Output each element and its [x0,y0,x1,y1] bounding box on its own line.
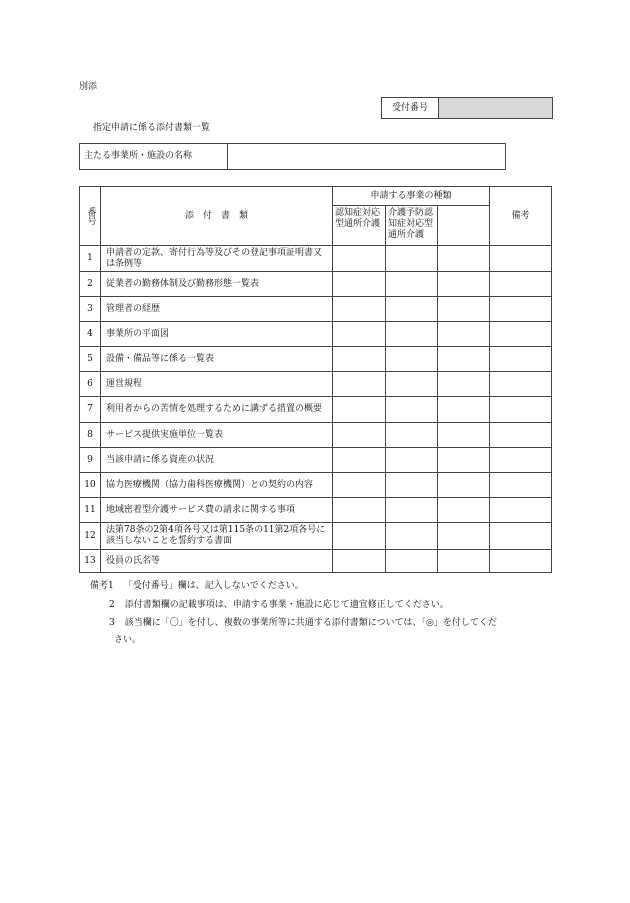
receipt-number-label: 受付番号 [382,98,439,118]
row-service-2-cell[interactable] [386,523,438,550]
row-number: 5 [80,347,101,372]
row-service-2-cell[interactable] [386,423,438,448]
row-number: 1 [80,246,101,272]
col-remarks-header: 備考 [490,187,552,246]
row-service-1-cell[interactable] [333,423,386,448]
table-row [80,246,552,272]
row-service-2-cell[interactable] [386,473,438,498]
row-service-3-cell[interactable] [438,473,490,498]
table-row [80,423,552,448]
row-remarks-cell[interactable] [490,322,552,347]
row-document: 設備・備品等に係る一覧表 [101,347,333,372]
row-service-1-cell[interactable] [333,372,386,397]
note-2 [109,599,449,611]
row-service-1-cell[interactable] [333,550,386,573]
table-row [80,297,552,322]
row-number: 10 [80,473,101,498]
table-row [80,473,552,498]
table-row [80,523,552,550]
note-3-continuation: さい。 [114,635,142,645]
row-number: 2 [80,272,101,297]
row-service-2-cell[interactable] [386,272,438,297]
row-service-3-cell[interactable] [438,498,490,523]
col-service-2-header: 介護予防認知症対応型通所介護 [386,206,438,246]
table-row [80,448,552,473]
row-document: 管理者の経歴 [101,297,333,322]
row-service-3-cell[interactable] [438,372,490,397]
row-service-2-cell[interactable] [386,372,438,397]
note-3-text-line1: 該当欄に「〇」を付し、複数の事業所等に共通する添付書類については、「◎」を付してくだ [124,618,497,628]
table-header-row [80,187,552,206]
row-number: 6 [80,372,101,397]
receipt-number-field[interactable] [439,98,552,118]
row-service-3-cell[interactable] [438,397,490,423]
row-service-3-cell[interactable] [438,423,490,448]
row-document: 申請者の定款、寄付行為等及びその登記事項証明書又は条例等 [101,246,333,272]
note-1 [90,580,304,592]
row-number: 12 [80,523,101,550]
note-2-number: 2 [109,600,115,610]
row-service-2-cell[interactable] [386,448,438,473]
facility-name-box [79,143,506,170]
row-service-2-cell[interactable] [386,498,438,523]
row-service-3-cell[interactable] [438,322,490,347]
row-number: 7 [80,397,101,423]
row-service-3-cell[interactable] [438,297,490,322]
row-number: 4 [80,322,101,347]
row-number: 9 [80,448,101,473]
row-service-1-cell[interactable] [333,397,386,423]
row-service-2-cell[interactable] [386,322,438,347]
row-remarks-cell[interactable] [490,347,552,372]
row-number: 8 [80,423,101,448]
row-service-1-cell[interactable] [333,246,386,272]
table-body [80,246,552,573]
col-number-header: 番号 [80,187,101,246]
attachment-documents-table [79,186,552,573]
table-row [80,498,552,523]
col-service-1-header: 認知症対応型通所介護 [333,206,386,246]
row-service-3-cell[interactable] [438,550,490,573]
row-service-1-cell[interactable] [333,272,386,297]
row-remarks-cell[interactable] [490,297,552,322]
note-2-text: 添付書類欄の記載事項は、申請する事業・施設に応じて適宜修正してください。 [124,600,449,610]
row-number: 13 [80,550,101,573]
row-service-2-cell[interactable] [386,397,438,423]
row-remarks-cell[interactable] [490,423,552,448]
row-document: 役員の氏名等 [101,550,333,573]
row-document: 従業者の勤務体制及び勤務形態一覧表 [101,272,333,297]
table-row [80,550,552,573]
row-document: 利用者からの苦情を処理するために講ずる措置の概要 [101,397,333,423]
table-row [80,347,552,372]
row-remarks-cell[interactable] [490,272,552,297]
table-row [80,322,552,347]
note-1-text: 「受付番号」欄は、記入しないでください。 [123,581,304,591]
row-service-3-cell[interactable] [438,523,490,550]
table-row [80,272,552,297]
row-service-2-cell[interactable] [386,347,438,372]
row-remarks-cell[interactable] [490,372,552,397]
row-service-1-cell[interactable] [333,473,386,498]
row-document: 法第78条の2第4項各号又は第115条の11第2項各号に該当しないことを誓約する書面 [101,523,333,550]
row-service-3-cell[interactable] [438,448,490,473]
row-remarks-cell[interactable] [490,498,552,523]
row-service-1-cell[interactable] [333,448,386,473]
row-service-1-cell[interactable] [333,322,386,347]
note-3-number: 3 [109,618,115,628]
facility-name-field[interactable] [228,144,505,169]
col-service-3-header [438,206,490,246]
row-document: サービス提供実施単位一覧表 [101,423,333,448]
row-remarks-cell[interactable] [490,448,552,473]
row-document: 当該申請に係る資産の状況 [101,448,333,473]
note-prefix: 備考1 [90,581,114,591]
row-service-1-cell[interactable] [333,347,386,372]
table-row [80,397,552,423]
row-service-1-cell[interactable] [333,297,386,322]
row-remarks-cell[interactable] [490,550,552,573]
col-documents-header: 添 付 書 類 [101,187,333,246]
row-service-3-cell[interactable] [438,272,490,297]
facility-name-label: 主たる事業所・施設の名称 [80,144,228,169]
row-number: 11 [80,498,101,523]
row-service-3-cell[interactable] [438,246,490,272]
row-remarks-cell[interactable] [490,523,552,550]
table-row [80,372,552,397]
row-remarks-cell[interactable] [490,473,552,498]
col-service-type-group-header: 申請する事業の種類 [333,187,490,206]
row-document: 事業所の平面図 [101,322,333,347]
row-service-2-cell[interactable] [386,297,438,322]
row-service-2-cell[interactable] [386,246,438,272]
note-3 [109,617,497,629]
row-document: 協力医療機関（協力歯科医療機関）との契約の内容 [101,473,333,498]
row-service-3-cell[interactable] [438,347,490,372]
row-number: 3 [80,297,101,322]
row-service-1-cell[interactable] [333,523,386,550]
row-document: 運営規程 [101,372,333,397]
form-title: 指定申請に係る添付書類一覧 [93,123,211,133]
attachment-label: 別添 [79,82,98,92]
row-remarks-cell[interactable] [490,397,552,423]
receipt-number-box [381,97,553,119]
row-service-1-cell[interactable] [333,498,386,523]
row-document: 地域密着型介護サービス費の請求に関する事項 [101,498,333,523]
row-remarks-cell[interactable] [490,246,552,272]
row-service-2-cell[interactable] [386,550,438,573]
